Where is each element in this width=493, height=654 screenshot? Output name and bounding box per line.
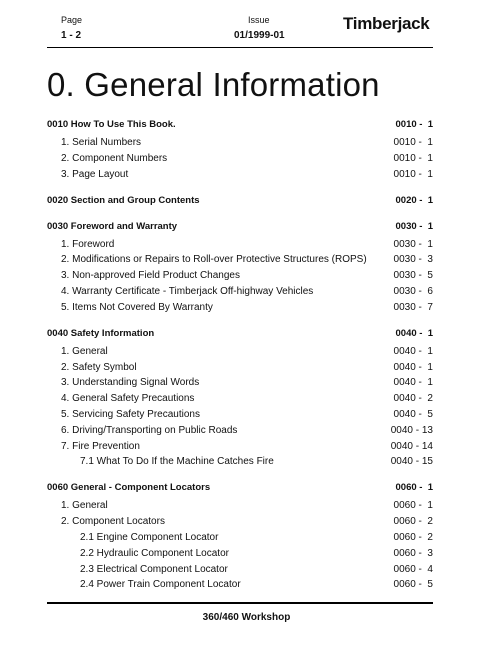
toc-entry-page: 0010 - 1 — [395, 119, 433, 130]
toc-entry-title: 1. General — [61, 500, 108, 512]
toc-entry[interactable] — [47, 563, 433, 577]
toc-entry-title: 6. Driving/Transporting on Public Roads — [61, 424, 238, 436]
issue-value: 01/1999-01 — [234, 30, 285, 41]
toc-entry-title: 5. Servicing Safety Precautions — [61, 409, 200, 420]
toc-entry-page: 0040 - 1 — [395, 327, 433, 339]
toc-entry[interactable] — [47, 168, 433, 182]
toc-entry-page: 0040 - 15 — [390, 456, 433, 468]
toc-entry[interactable] — [47, 440, 433, 454]
toc-entry-title: 3. Understanding Signal Words — [61, 377, 200, 389]
toc-entry-page: 0060 - 3 — [393, 547, 433, 559]
toc-entry-page: 0010 - 1 — [393, 152, 433, 164]
toc-entry-title: 1. General — [61, 345, 108, 357]
toc-entry-title: 2. Modifications or Repairs to Roll-over Protective Structures (ROPS) — [61, 254, 367, 266]
toc-section[interactable] — [47, 481, 433, 495]
toc-entry[interactable] — [47, 136, 433, 150]
toc-entry[interactable] — [47, 424, 433, 438]
toc-entry[interactable] — [47, 345, 433, 359]
toc-entry-title: 0060 General - Component Locators — [47, 482, 211, 494]
toc-entry-page: 0060 - 2 — [393, 532, 433, 543]
toc-entry-page: 0040 - 2 — [393, 393, 433, 405]
toc-entry-title: 2. Component Numbers — [61, 152, 168, 164]
toc-entry[interactable] — [47, 455, 433, 469]
toc-entry[interactable] — [47, 515, 433, 529]
toc-entry-title: 7.1 What To Do If the Machine Catches Fire — [80, 456, 274, 468]
toc-entry-title: 0040 Safety Information — [47, 327, 155, 339]
page-number: 1 - 2 — [61, 30, 82, 41]
toc-section[interactable] — [47, 118, 433, 132]
toc-section[interactable] — [47, 194, 433, 208]
page-label: Page — [61, 15, 83, 25]
toc-section[interactable] — [47, 220, 433, 234]
toc-entry-title: 1. Serial Numbers — [61, 137, 142, 148]
toc-entry-page: 0060 - 5 — [393, 579, 433, 591]
toc-entry-title: 2.1 Engine Component Locator — [80, 532, 219, 543]
toc-entry-title: 4. Warranty Certificate - Timberjack Off-highway Vehicles — [61, 286, 314, 297]
toc-entry[interactable] — [47, 531, 433, 545]
toc-entry-title: 3. Page Layout — [61, 168, 129, 180]
toc-entry[interactable] — [47, 269, 433, 283]
toc-entry-page: 0030 - 1 — [395, 220, 433, 232]
toc-entry-title: 0010 How To Use This Book. — [47, 119, 176, 130]
toc-entry-title: 1. Foreword — [61, 238, 115, 250]
brand-logo: Timberjack — [343, 14, 430, 33]
toc-entry-page: 0040 - 1 — [393, 361, 433, 373]
issue-label: Issue — [248, 15, 270, 25]
toc-entry-title: 2.4 Power Train Component Locator — [80, 579, 241, 591]
toc-entry-title: 0020 Section and Group Contents — [47, 194, 200, 206]
toc-entry-page: 0040 - 13 — [390, 424, 433, 436]
toc-entry-page: 0030 - 7 — [393, 301, 433, 313]
toc-entry-page: 0030 - 1 — [393, 238, 433, 250]
toc-entry[interactable] — [47, 238, 433, 252]
toc-entry-page: 0040 - 5 — [393, 409, 433, 420]
toc-entry-page: 0020 - 1 — [395, 194, 433, 206]
toc-entry[interactable] — [47, 152, 433, 166]
toc-entry-page: 0040 - 14 — [390, 440, 433, 452]
toc-entry-title: 2. Component Locators — [61, 516, 165, 528]
toc-entry-title: 7. Fire Prevention — [61, 440, 140, 452]
toc-entry[interactable] — [47, 361, 433, 375]
footer-divider — [47, 602, 433, 604]
toc-entry-page: 0010 - 1 — [393, 168, 433, 180]
header-divider — [47, 47, 433, 48]
toc-entry-title: 2. Safety Symbol — [61, 361, 137, 373]
toc-entry-page: 0040 - 1 — [393, 377, 433, 389]
toc-entry-page: 0060 - 4 — [393, 563, 433, 575]
toc-entry[interactable] — [47, 547, 433, 561]
toc-entry-page: 0060 - 1 — [393, 500, 433, 512]
toc-entry[interactable] — [47, 301, 433, 315]
toc-section[interactable] — [47, 327, 433, 341]
toc-entry[interactable] — [47, 578, 433, 592]
toc-entry-title: 3. Non-approved Field Product Changes — [61, 270, 240, 282]
toc-entry-page: 0060 - 1 — [395, 482, 433, 494]
toc-entry-page: 0030 - 6 — [393, 286, 433, 297]
toc-entry[interactable] — [47, 392, 433, 406]
toc-entry-title: 2.2 Hydraulic Component Locator — [80, 547, 229, 559]
toc-entry[interactable] — [47, 408, 433, 422]
page-title: 0. General Information — [47, 66, 380, 103]
toc-entry-title: 2.3 Electrical Component Locator — [80, 563, 228, 575]
toc-entry-page: 0030 - 3 — [393, 254, 433, 266]
toc-entry-page: 0040 - 1 — [393, 345, 433, 357]
toc-entry-page: 0010 - 1 — [393, 137, 433, 148]
toc-entry[interactable] — [47, 499, 433, 513]
toc-entry-title: 0030 Foreword and Warranty — [47, 220, 178, 232]
toc-entry-title: 5. Items Not Covered By Warranty — [61, 301, 213, 313]
toc-entry[interactable] — [47, 285, 433, 299]
footer-title: 360/460 Workshop — [202, 612, 291, 623]
toc-entry[interactable] — [47, 253, 433, 267]
toc-entry-page: 0030 - 5 — [393, 270, 433, 282]
toc-entry[interactable] — [47, 376, 433, 390]
toc-entry-page: 0060 - 2 — [393, 516, 433, 528]
toc-entry-title: 4. General Safety Precautions — [61, 393, 195, 405]
